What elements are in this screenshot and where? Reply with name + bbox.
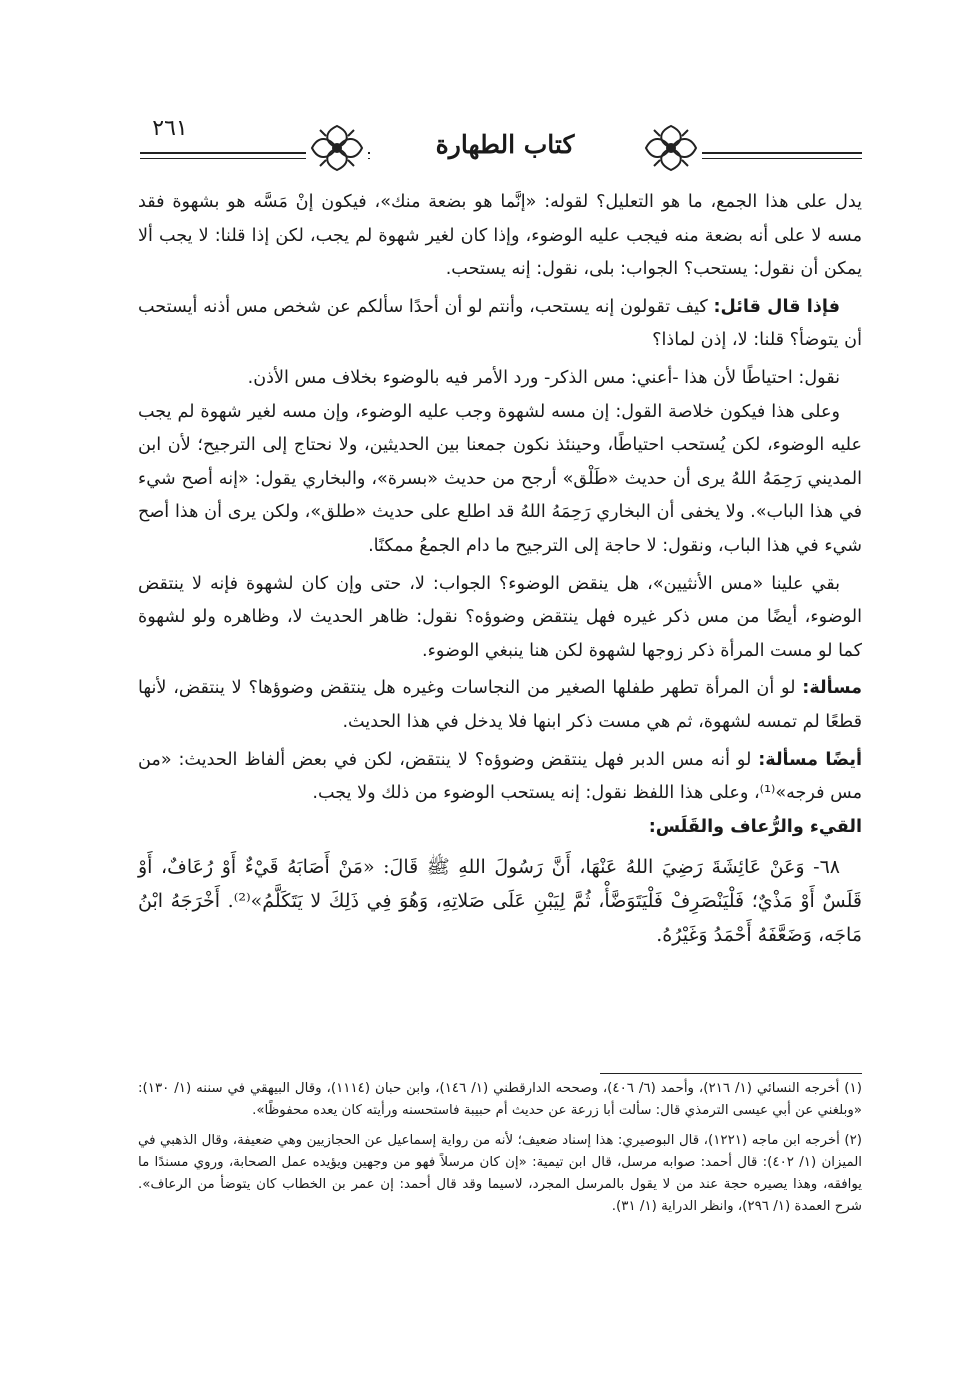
running-title: كتاب الطهارة <box>370 130 640 159</box>
main-text <box>138 186 862 952</box>
paragraph <box>138 291 862 358</box>
paragraph-text: لو أنه مس الدبر فهل ينتقض وضوؤه؟ لا ينتقض، لكن في بعض ألفاظ الحديث: «من مس فرجه»⁽¹⁾، وعلى هذا اللفظ نقول: إنه يستحب الوضوء من ذلك ولا يجب. <box>138 749 862 804</box>
footnotes <box>138 1078 862 1218</box>
page-number: ٢٦١ <box>140 116 200 141</box>
ornament-icon <box>306 122 368 174</box>
paragraph: نقول: احتياطًا لأن هذا -أعني: مس الذكر- ورد الأمر فيه بالوضوء بخلاف مس الأذن. <box>247 367 840 388</box>
footnote: (٢) أخرجه ابن ماجه (١٢٢١)، قال البوصيري: هذا إسناد ضعيف؛ لأنه من رواية إسماعيل عن الحجازيين وهي ضعيفة، وقال الذهبي في الميزان (١/ ٤٠٢): قال أحمد: صوابه مرسل، قال ابن تيمية: «إن كان مرسلاً فهو من وجهين ويؤيده عمل الصحابة، وروي مسندًا ما يوافقه، وهذا يصيره حجة عند من لا يقول بالمرسل المجرد، لاسيما وقد قال أحمد: إن عمر بن الخطاب كان يتوضأ من الرعاف». شرح العمدة (١/ ٢٩٦)، وانظر الدراية (١/ ٣١). <box>138 1133 862 1214</box>
paragraph <box>138 672 862 739</box>
paragraph: يدل على هذا الجمع، ما هو التعليل؟ لقوله: «إنَّما هو بضعة منك»، فيكون إنْ مَسَّه هو بشهوة فقد مسه لا على أنه بضعة منه فيجب عليه الوضوء، وإذا كان لغير شهوة لم يجب، لكن إذا قلنا: لا يجب ألا يمكن أن نقول: يستحب؟ الجواب: بلى، نقول: إنه يستحب. <box>138 192 862 280</box>
paragraph-text: كيف تقولون إنه يستحب، وأنتم لو أن أحدًا سألكم عن شخص مس أذنه أيستحب أن يتوضأ؟ قلنا: لا، إذن لماذا؟ <box>138 296 862 351</box>
paragraph <box>138 744 862 811</box>
ornament-icon <box>640 122 702 174</box>
paragraph: وعلى هذا فيكون خلاصة القول: إن مسه لشهوة وجب عليه الوضوء، وإن مسه لغير شهوة لم يجب عليه الوضوء، لكن يُستحب احتياطًا، وحينئذ نكون جمعنا بين الحديثين، ولا نحتاج إلى الترجيح؛ لأن ابن المديني رَحِمَهُ اللهُ يرى أن حديث «طَلْق» أرجح من حديث «بسرة»، والبخاري يقول: «إنه أصح شيء في هذا الباب». ولا يخفى أن البخاري رَحِمَهُ اللهُ قد اطلع على حديث «طلق»، ولكن يرى أن هذا أصح شيء في هذا الباب، ونقول: لا حاجة إلى الترجيح ما دام الجمعُ ممكنًا. <box>138 401 862 556</box>
paragraph-lead: مسألة: <box>802 678 862 699</box>
footnote: (١) أخرجه النسائي (١/ ٢١٦)، وأحمد (٦/ ٤٠٦)، وصححه الدارقطني (١/ ١٤٦)، وابن حبان (١١١٤)، وقال البيهقي في سننه (١/ ١٣٠): «وبلغني عن أبي عيسى الترمذي قال: سألت أبا زرعة عن حديث أم حبيبة فاستحسنه ورأيته كان يعده محفوظًا». <box>138 1081 862 1118</box>
paragraph-lead: فإذا قال قائل: <box>713 296 840 317</box>
section-heading: القيء والرُّعاف والقَلَس: <box>648 816 862 837</box>
page-header <box>140 112 862 184</box>
hadith-text: ٦٨- وَعَنْ عَائِشَةَ رَضِيَ اللهُ عَنْهَا، أَنَّ رَسُولَ اللهِ ﷺ قَالَ: «مَنْ أَصَابَهُ قَيْءٌ أَوْ رُعَافٌ، أَوْ قَلَسٌ أَوْ مَذْيٌ؛ فَلْيَنْصَرِفْ فَلْيَتَوَضَّأْ، ثُمَّ لِيَبْنِ عَلَى صَلاتِهِ، وَهُوَ فِي ذَلِكَ لا يَتَكَلَّمُ»⁽²⁾. أَخْرَجَهُ ابْنُ مَاجَه، وَضَعَّفَهُ أَحْمَدُ وَغَيْرُهُ. <box>138 856 862 947</box>
footnote-separator <box>600 1073 862 1074</box>
paragraph-lead: أيضًا مسألة: <box>758 749 862 770</box>
paragraph: بقي علينا «مس الأنثيين»، هل ينقض الوضوء؟ الجواب: لا، حتى وإن كان لشهوة فإنه لا ينتقض الوضوء، أيضًا من مس ذكر غيره فهل ينتقض وضوؤه؟ نقول: ظاهر الحديث لا، وظاهره ولو لشهوة كما لو مست المرأة ذكر زوجها لشهوة لكن هنا ينبغي الوضوء. <box>138 573 862 661</box>
paragraph-text: لو أن المرأة تطهر طفلها الصغير من النجاسات وغيره هل ينتقض وضوؤها؟ لا ينتقض، لأنها قطعًا لم تمسه لشهوة، ثم هي مست ذكر ابنها فلا يدخل في هذا الحديث. <box>138 678 862 732</box>
